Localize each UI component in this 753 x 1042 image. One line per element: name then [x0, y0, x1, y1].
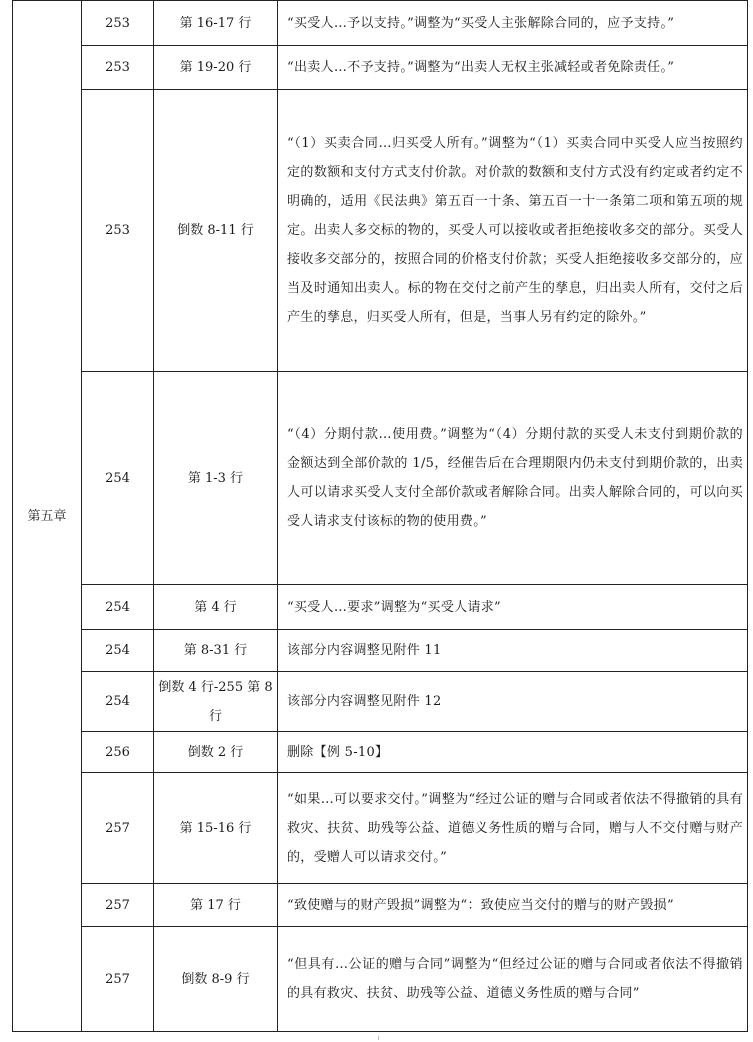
line-range-cell: 第 17 行 [154, 884, 278, 927]
line-range-cell: 倒数 8-9 行 [154, 927, 278, 1032]
page-number-cell: 253 [82, 90, 154, 372]
line-range-cell: 第 15-16 行 [154, 773, 278, 884]
table-row [13, 1, 748, 46]
adjustment-cell: “致使赠与的财产毁损”调整为“：致使应当交付的赠与的财产毁损” [278, 884, 748, 927]
line-range-cell: 第 8-31 行 [154, 630, 278, 672]
table-row [13, 630, 748, 672]
table-row [13, 773, 748, 884]
chapter-cell: 第五章 [13, 1, 82, 1032]
line-range-cell: 倒数 8-11 行 [154, 90, 278, 372]
table-row [13, 884, 748, 927]
line-range-cell: 倒数 2 行 [154, 732, 278, 773]
adjustment-cell: 该部分内容调整见附件 11 [278, 630, 748, 672]
line-range-cell: 第 16-17 行 [154, 1, 278, 46]
table-row [13, 927, 748, 1032]
line-range-cell: 倒数 4 行-255 第 8 行 [154, 672, 278, 732]
page-number-cell: 257 [82, 884, 154, 927]
adjustment-cell: “但具有…公证的赠与合同”调整为“但经过公证的赠与合同或者依法不得撤销的具有救灾、扶贫、助残等公益、道德义务性质的赠与合同” [278, 927, 748, 1032]
page-number-cell: 256 [82, 732, 154, 773]
adjustment-cell: “（4）分期付款…使用费。”调整为“（4）分期付款的买受人未支付到期价款的金额达到全部价款的 1/5，经催告后在合理期限内仍未支付到期价款的，出卖人可以请求买受人支付全部价款或者解除合同。出卖人解除合同的，可以向买受人请求支付该标的物的使用费。” [278, 372, 748, 585]
adjustment-cell: 删除【例 5-10】 [278, 732, 748, 773]
page-number-cell: 254 [82, 630, 154, 672]
line-range-cell: 第 4 行 [154, 585, 278, 630]
adjustment-cell: “买受人…要求”调整为“买受人请求” [278, 585, 748, 630]
table-row [13, 732, 748, 773]
page-number-cell: 257 [82, 773, 154, 884]
page-edge-mark [378, 1036, 379, 1040]
page-number-cell: 254 [82, 372, 154, 585]
adjustment-cell: “出卖人…不予支持。”调整为“出卖人无权主张减轻或者免除责任。” [278, 46, 748, 90]
adjustment-cell: “买受人…予以支持。”调整为“买受人主张解除合同的，应予支持。” [278, 1, 748, 46]
line-range-cell: 第 19-20 行 [154, 46, 278, 90]
table-row [13, 46, 748, 90]
page-number-cell: 254 [82, 672, 154, 732]
table-row [13, 672, 748, 732]
table-row [13, 585, 748, 630]
table-row [13, 372, 748, 585]
page-number-cell: 254 [82, 585, 154, 630]
line-range-cell: 第 1-3 行 [154, 372, 278, 585]
adjustment-cell: “（1）买卖合同…归买受人所有。”调整为“（1）买卖合同中买受人应当按照约定的数额和支付方式支付价款。对价款的数额和支付方式没有约定或者约定不明确的，适用《民法典》第五百一十条、第五百一十一条第二项和第五项的规定。出卖人多交标的物的，买受人可以接收或者拒绝接收多交的部分。买受人接收多交部分的，按照合同的价格支付价款；买受人拒绝接收多交部分的，应当及时通知出卖人。标的物在交付之前产生的孳息，归出卖人所有，交付之后产生的孳息，归买受人所有，但是，当事人另有约定的除外。” [278, 90, 748, 372]
table-row [13, 90, 748, 372]
adjustment-cell: “如果…可以要求交付。”调整为“经过公证的赠与合同或者依法不得撤销的具有救灾、扶贫、助残等公益、道德义务性质的赠与合同，赠与人不交付赠与财产的，受赠人可以请求交付。” [278, 773, 748, 884]
page-number-cell: 253 [82, 46, 154, 90]
page-number-cell: 257 [82, 927, 154, 1032]
errata-table [12, 0, 748, 1032]
page-number-cell: 253 [82, 1, 154, 46]
adjustment-cell: 该部分内容调整见附件 12 [278, 672, 748, 732]
